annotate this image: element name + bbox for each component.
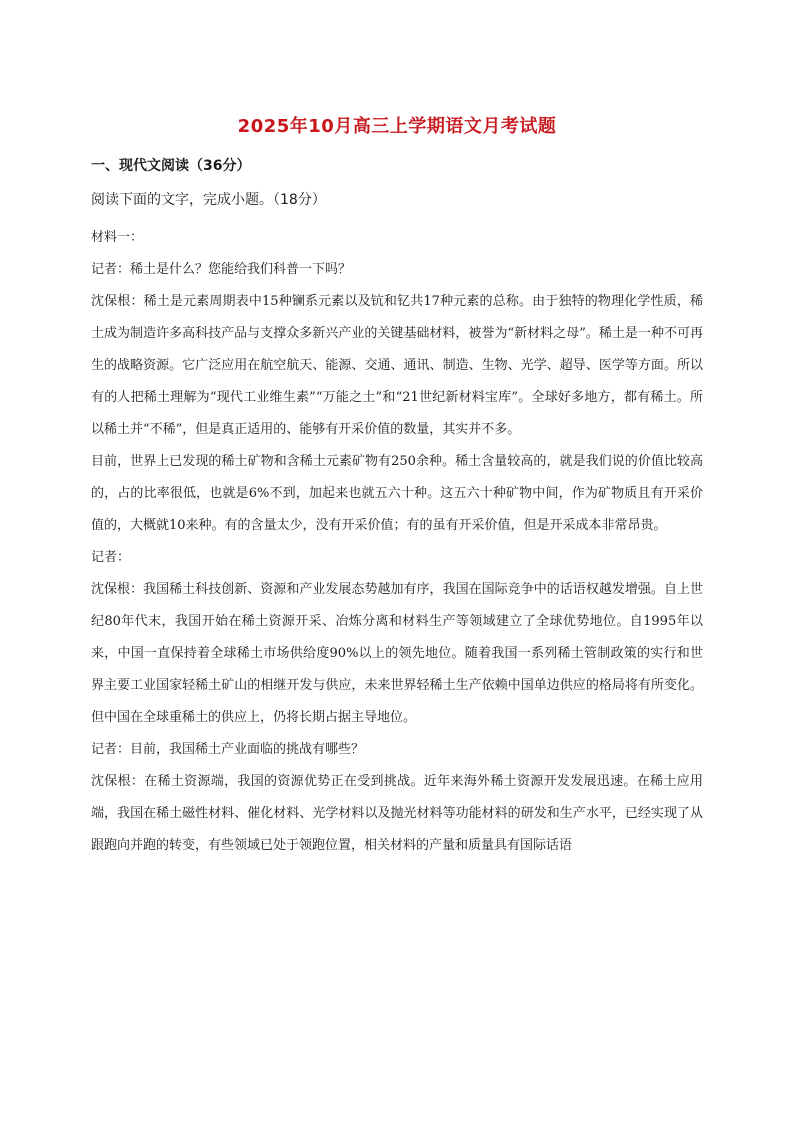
exam-title: 2025年10月高三上学期语文月考试题: [237, 116, 557, 137]
body-paragraph: 目前，世界上已发现的稀土矿物和含稀土元素矿物有250余种。稀土含量较高的，就是我们说的价值比较高的，占的比率很低，也就是6%不到，加起来也就五六十种。这五六十种矿物中间，作为矿物质且有开采价值的，大概就10来种。有的含量太少，没有开采价值；有的虽有开采价值，但是开采成本非常昂贵。: [91, 454, 703, 533]
interview-answer: 沈保根：在稀土资源端，我国的资源优势正在受到挑战。近年来海外稀土资源开发发展迅速。在稀土应用端，我国在稀土磁性材料、催化材料、光学材料以及抛光材料等功能材料的研发和生产水平，已经实现了从跟跑向并跑的转变，有些领域已处于领跑位置，相关材料的产量和质量具有国际话语: [91, 774, 703, 853]
section-heading: 一、现代文阅读（36分）: [91, 158, 251, 174]
material-label: 材料一：: [91, 230, 144, 245]
interview-question: 记者：稀土是什么？您能给我们科普一下吗？: [91, 262, 352, 277]
interview-answer: 沈保根：稀土是元素周期表中15种镧系元素以及钪和钇共17种元素的总称。由于独特的物理化学性质，稀土成为制造许多高科技产品与支撑众多新兴产业的关键基础材料，被誉为“新材料之母”。稀土是一种不可再生的战略资源。它广泛应用在航空航天、能源、交通、通讯、制造、生物、光学、超导、医学等方面。所以有的人把稀土理解为“现代工业维生素”“万能之土”和“21世纪新材料宝库”。全球好多地方，都有稀土。所以稀土并“不稀”，但是真正适用的、能够有开采价值的数量，其实并不多。: [91, 294, 703, 437]
reading-instruction: 阅读下面的文字，完成小题。（18分）: [91, 192, 326, 208]
interview-question: 记者：: [91, 550, 131, 565]
reading-material: [91, 222, 703, 862]
interview-question: 记者：目前，我国稀土产业面临的挑战有哪些？: [91, 742, 365, 757]
interview-answer: 沈保根：我国稀土科技创新、资源和产业发展态势越加有序，我国在国际竞争中的话语权越发增强。自上世纪80年代末，我国开始在稀土资源开采、冶炼分离和材料生产等领域建立了全球优势地位。自1995年以来，中国一直保持着全球稀土市场供给度90%以上的领先地位。随着我国一系列稀土管制政策的实行和世界主要工业国家轻稀土矿山的相继开发与供应，未来世界轻稀土生产依赖中国单边供应的格局将有所变化。但中国在全球重稀土的供应上，仍将长期占据主导地位。: [91, 582, 703, 725]
